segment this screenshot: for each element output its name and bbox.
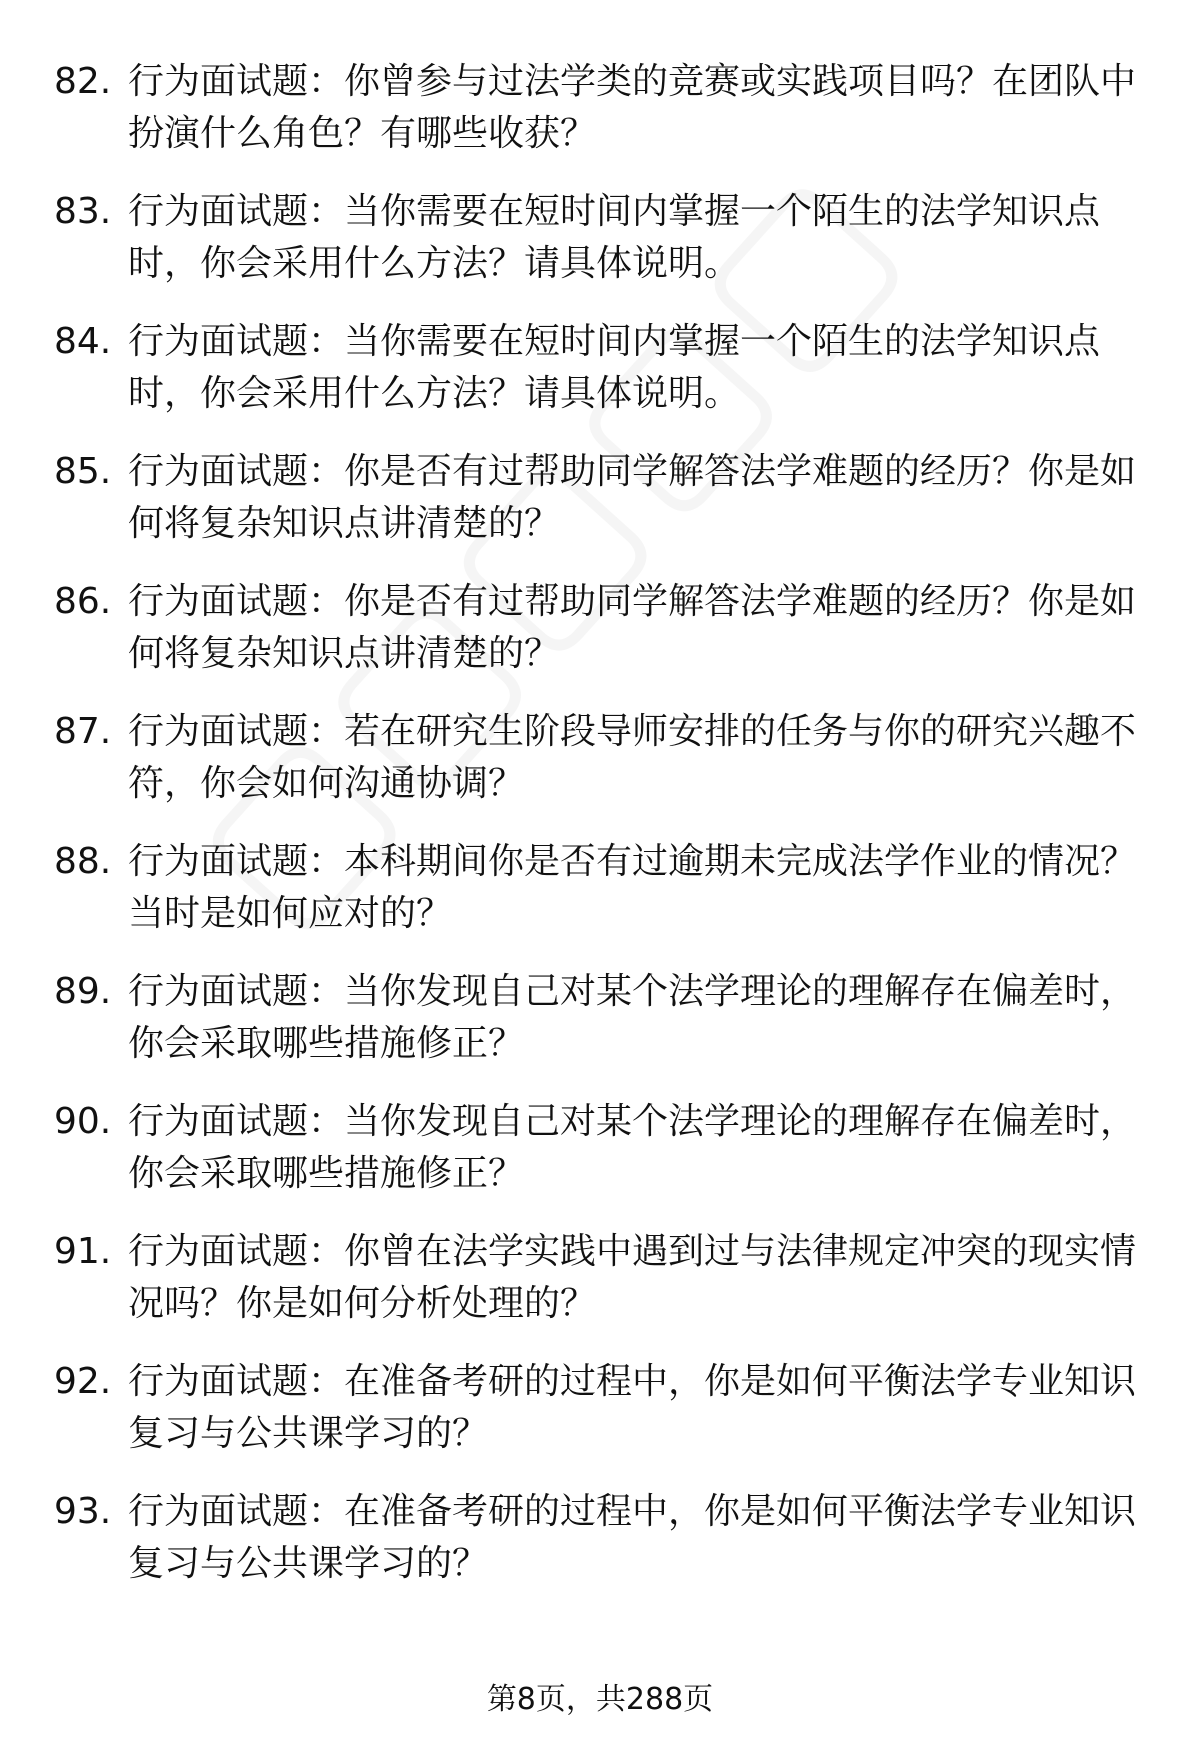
question-number: 89.	[54, 971, 112, 1012]
question-number: 92.	[54, 1361, 112, 1402]
question-item	[0, 1226, 1200, 1356]
page-footer: 第8页，共288页	[486, 1682, 714, 1717]
question-item	[0, 1096, 1200, 1226]
question-text: 行为面试题：当你发现自己对某个法学理论的理解存在偏差时，你会采取哪些措施修正？	[128, 1101, 1137, 1194]
question-number: 90.	[54, 1101, 112, 1142]
question-number: 85.	[54, 451, 112, 492]
question-item	[0, 1486, 1200, 1616]
question-item	[0, 576, 1200, 706]
question-item	[0, 1356, 1200, 1486]
question-text: 行为面试题：你曾在法学实践中遇到过与法律规定冲突的现实情况吗？你是如何分析处理的？	[128, 1231, 1137, 1324]
question-item	[0, 446, 1200, 576]
question-text: 行为面试题：若在研究生阶段导师安排的任务与你的研究兴趣不符，你会如何沟通协调？	[128, 711, 1137, 804]
question-number: 82.	[54, 61, 112, 102]
question-number: 91.	[54, 1231, 112, 1272]
question-text: 行为面试题：你曾参与过法学类的竞赛或实践项目吗？在团队中扮演什么角色？有哪些收获？	[128, 61, 1137, 154]
question-text: 行为面试题：本科期间你是否有过逾期未完成法学作业的情况？当时是如何应对的？	[128, 841, 1137, 934]
question-item	[0, 186, 1200, 316]
question-number: 83.	[54, 191, 112, 232]
question-text: 行为面试题：你是否有过帮助同学解答法学难题的经历？你是如何将复杂知识点讲清楚的？	[128, 451, 1137, 544]
question-item	[0, 966, 1200, 1096]
question-item	[0, 706, 1200, 836]
question-item	[0, 836, 1200, 966]
question-number: 88.	[54, 841, 112, 882]
question-text: 行为面试题：当你需要在短时间内掌握一个陌生的法学知识点时，你会采用什么方法？请具体说明。	[128, 321, 1101, 414]
question-text: 行为面试题：你是否有过帮助同学解答法学难题的经历？你是如何将复杂知识点讲清楚的？	[128, 581, 1137, 674]
question-text: 行为面试题：当你需要在短时间内掌握一个陌生的法学知识点时，你会采用什么方法？请具体说明。	[128, 191, 1101, 284]
question-item	[0, 316, 1200, 446]
question-number: 87.	[54, 711, 112, 752]
question-list	[0, 56, 1200, 1616]
question-number: 86.	[54, 581, 112, 622]
question-number: 93.	[54, 1491, 112, 1532]
question-text: 行为面试题：当你发现自己对某个法学理论的理解存在偏差时，你会采取哪些措施修正？	[128, 971, 1137, 1064]
question-item	[0, 56, 1200, 186]
question-text: 行为面试题：在准备考研的过程中，你是如何平衡法学专业知识复习与公共课学习的？	[128, 1361, 1137, 1454]
question-number: 84.	[54, 321, 112, 362]
question-text: 行为面试题：在准备考研的过程中，你是如何平衡法学专业知识复习与公共课学习的？	[128, 1491, 1137, 1584]
